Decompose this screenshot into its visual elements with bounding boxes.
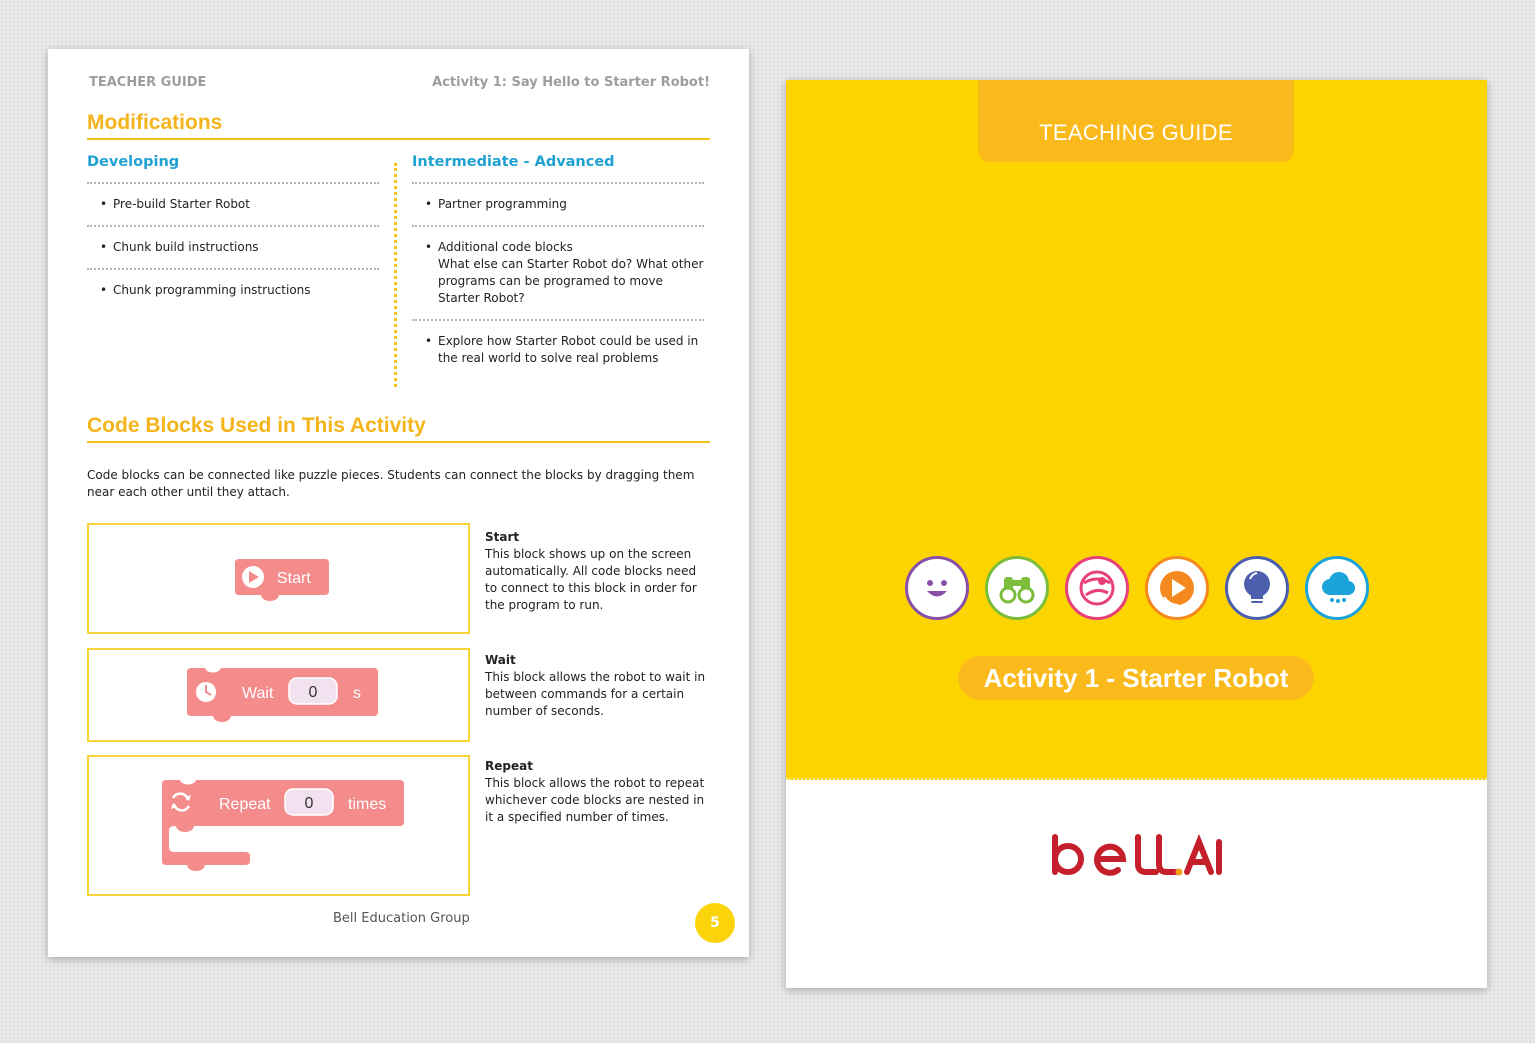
lightbulb-icon	[1225, 556, 1289, 620]
bell-ai-logo	[1048, 832, 1224, 886]
code-blocks-heading: Code Blocks Used in This Activity	[87, 414, 710, 443]
repeat-block-term: Repeat	[485, 759, 533, 773]
list-item: • Chunk build instructions	[87, 225, 379, 268]
start-block-label: Start	[277, 570, 311, 587]
developing-list	[87, 182, 379, 311]
developing-heading: Developing	[87, 154, 180, 170]
header-label: TEACHER GUIDE	[89, 75, 207, 90]
advanced-heading: Intermediate - Advanced	[412, 154, 615, 170]
start-block-panel	[87, 523, 470, 634]
list-item-detail: What else can Starter Robot do? What other programs can be programed to move Starter Robot?	[438, 257, 704, 305]
modifications-heading: Modifications	[87, 111, 710, 140]
footer-publisher: Bell Education Group	[333, 911, 470, 926]
list-item: • Explore how Starter Robot could be used in the real world to solve real problems	[412, 319, 704, 379]
repeat-code-block	[89, 757, 468, 894]
list-item	[412, 225, 704, 319]
binoculars-icon	[985, 556, 1049, 620]
start-block-description	[485, 529, 710, 614]
teacher-guide-page	[48, 49, 749, 957]
repeat-block-label: Repeat	[219, 796, 271, 813]
cloud-icon	[1305, 556, 1369, 620]
wait-block-description	[485, 652, 710, 720]
play-icon	[1145, 556, 1209, 620]
smiley-icon	[905, 556, 969, 620]
play-circle-icon	[242, 566, 264, 588]
list-item: • Chunk programming instructions	[87, 268, 379, 311]
header-activity-title: Activity 1: Say Hello to Starter Robot!	[432, 75, 710, 90]
wait-unit: s	[353, 685, 361, 702]
wait-block-text: This block allows the robot to wait in between commands for a certain number of seconds.	[485, 670, 706, 718]
advanced-list	[412, 182, 704, 379]
repeat-unit: times	[348, 796, 387, 813]
list-item: • Pre-build Starter Robot	[87, 184, 379, 225]
page-number-badge: 5	[695, 903, 735, 943]
repeat-value: 0	[304, 795, 314, 812]
repeat-block-text: This block allows the robot to repeat whichever code blocks are nested in it a specified number of times.	[485, 776, 705, 824]
column-divider	[394, 163, 397, 387]
repeat-block-panel	[87, 755, 470, 896]
cover-yellow-panel	[786, 80, 1487, 780]
wait-value: 0	[308, 684, 318, 701]
teaching-guide-cover	[786, 80, 1487, 988]
code-blocks-intro: Code blocks can be connected like puzzle pieces. Students can connect the blocks by dragging them near each other until they attach.	[87, 468, 695, 499]
globe-icon	[1065, 556, 1129, 620]
list-item: • Partner programming	[412, 184, 704, 225]
activity-title: Activity 1 - Starter Robot	[958, 656, 1314, 700]
cover-tab-label: TEACHING GUIDE	[978, 80, 1294, 162]
start-code-block	[89, 525, 468, 632]
list-item-title: Additional code blocks	[438, 240, 573, 254]
clock-icon	[196, 682, 216, 702]
wait-block-term: Wait	[485, 653, 516, 667]
repeat-block-description	[485, 758, 710, 826]
start-block-term: Start	[485, 530, 520, 544]
wait-block-panel	[87, 648, 470, 742]
wait-block-label: Wait	[242, 685, 274, 702]
start-block-text: This block shows up on the screen automatically. All code blocks need to connect to this block in order for the program to run.	[485, 547, 697, 612]
wait-code-block	[89, 650, 468, 740]
